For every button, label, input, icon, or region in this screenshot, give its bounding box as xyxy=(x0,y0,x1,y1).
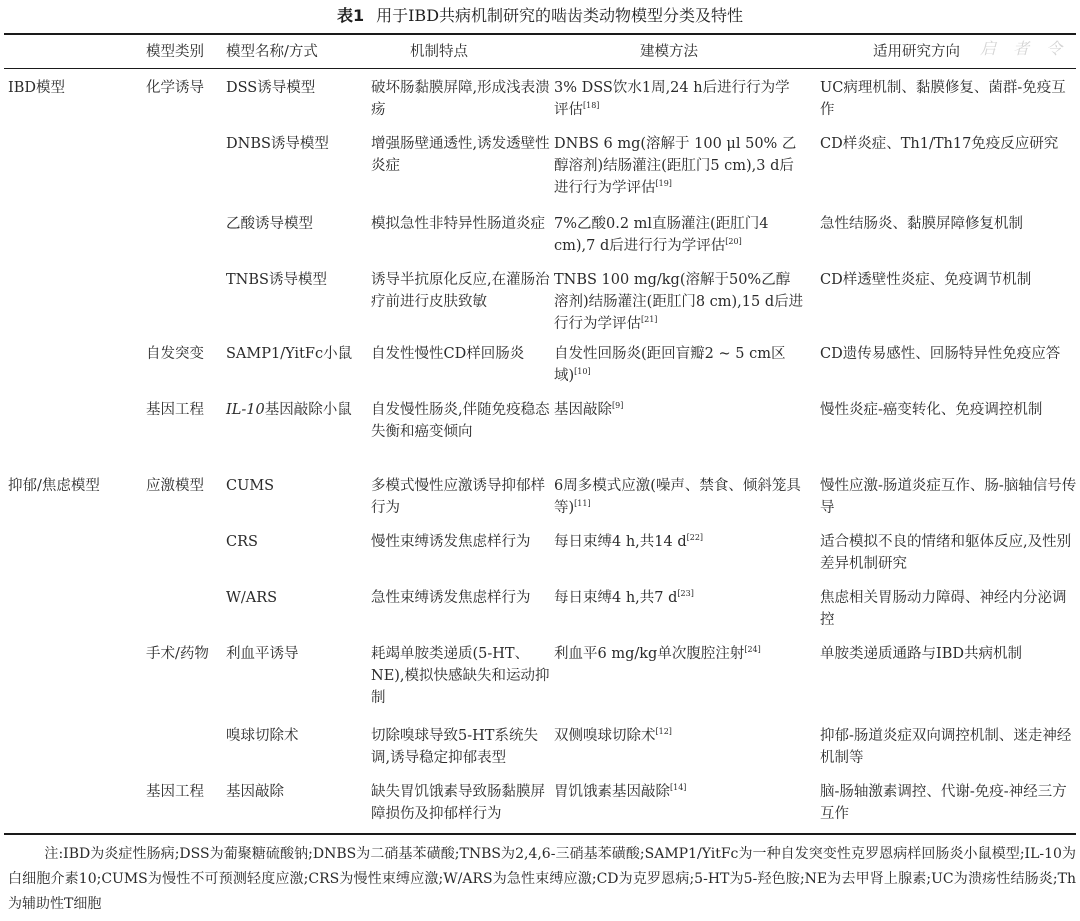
cell-category: 应激模型 xyxy=(146,478,204,494)
method-text: 双侧嗅球切除术 xyxy=(554,728,656,744)
header-category: 模型类别 xyxy=(146,44,204,60)
cell-group: IBD模型 xyxy=(8,80,66,96)
cell-category: 手术/药物 xyxy=(146,646,209,662)
header-model-name: 模型名称/方式 xyxy=(226,44,318,60)
cell-category: 基因工程 xyxy=(146,784,204,800)
method-text: TNBS 100 mg/kg(溶解于50%乙醇溶剂)结肠灌注(距肛门8 cm),15 d后进行行为学评估 xyxy=(554,272,804,332)
method-text: 自发性回肠炎(距回盲瓣2 ~ 5 cm区域) xyxy=(554,346,786,384)
model-name-text: 基因敲除 xyxy=(226,784,284,800)
cell-direction: 脑-肠轴激素调控、代谢-免疫-神经三方互作 xyxy=(820,784,1067,822)
header-rule xyxy=(4,68,1076,69)
header-mechanism: 机制特点 xyxy=(410,44,468,60)
model-name-text: 嗅球切除术 xyxy=(226,728,299,744)
cell-method xyxy=(554,781,804,803)
reference-citation[interactable]: [19] xyxy=(655,179,672,188)
model-name-text: 利血平诱导 xyxy=(226,646,299,662)
cell-group: 抑郁/焦虑模型 xyxy=(8,478,100,494)
cell-model-name xyxy=(226,781,284,803)
reference-citation[interactable]: [21] xyxy=(641,315,658,324)
cell-mechanism: 破坏肠黏膜屏障,形成浅表溃疡 xyxy=(371,80,550,118)
watermark: 启 者 令 xyxy=(980,39,1069,58)
cell-method xyxy=(554,133,804,199)
cell-direction: 单胺类递质通路与IBD共病机制 xyxy=(820,646,1023,662)
cell-mechanism: 急性束缚诱发焦虑样行为 xyxy=(371,590,531,606)
model-name-text: W/ARS xyxy=(226,590,278,606)
table-number: 表1 xyxy=(336,6,365,25)
cell-direction: CD遗传易感性、回肠特异性免疫应答 xyxy=(820,346,1061,362)
cell-model-name xyxy=(226,213,313,235)
reference-citation[interactable]: [22] xyxy=(686,533,704,542)
cell-mechanism: 耗竭单胺类递质(5-HT、NE),模拟快感缺失和运动抑制 xyxy=(371,646,550,706)
reference-citation[interactable]: [10] xyxy=(574,367,591,376)
cell-mechanism: 慢性束缚诱发焦虑样行为 xyxy=(371,534,531,550)
cell-mechanism: 切除嗅球导致5-HT系统失调,诱导稳定抑郁表型 xyxy=(371,728,538,766)
cell-mechanism: 自发慢性肠炎,伴随免疫稳态失衡和癌变倾向 xyxy=(371,402,550,440)
top-rule xyxy=(4,33,1076,35)
reference-citation[interactable]: [20] xyxy=(725,237,742,246)
method-text: 每日束缚4 h,共7 d xyxy=(554,590,678,606)
model-name-text: SAMP1/YitFc小鼠 xyxy=(226,346,353,362)
cell-method xyxy=(554,213,804,257)
cell-direction: UC病理机制、黏膜修复、菌群-免疫互作 xyxy=(820,80,1066,118)
cell-category: 自发突变 xyxy=(146,346,204,362)
method-text: 每日束缚4 h,共14 d xyxy=(554,534,687,550)
reference-citation[interactable]: [18] xyxy=(583,101,600,110)
cell-direction: 焦虑相关胃肠动力障碍、神经内分泌调控 xyxy=(820,590,1067,628)
method-text: 利血平6 mg/kg单次腹腔注射 xyxy=(554,646,745,662)
cell-direction: 急性结肠炎、黏膜屏障修复机制 xyxy=(820,216,1023,232)
cell-direction: CD样透壁性炎症、免疫调节机制 xyxy=(820,272,1032,288)
reference-citation[interactable]: [24] xyxy=(744,645,761,654)
cell-mechanism: 缺失胃饥饿素导致肠黏膜屏障损伤及抑郁样行为 xyxy=(371,784,545,822)
cell-model-name xyxy=(226,531,258,553)
reference-citation[interactable]: [12] xyxy=(655,727,672,736)
cell-model-name xyxy=(226,343,352,365)
gene-name: IL-10 xyxy=(226,402,265,418)
cell-model-name xyxy=(226,269,327,291)
model-name-text: 乙酸诱导模型 xyxy=(226,216,313,232)
table-note: 注:IBD为炎症性肠病;DSS为葡聚糖硫酸钠;DNBS为二硝基苯磺酸;TNBS为2,4,6-三硝基苯磺酸;SAMP1/YitFc为一种自发突变性克罗恩病样回肠炎小鼠模型;IL-10为白细胞介素10;CUMS为慢性不可预测轻度应激;CRS为慢性束缚应激;W/ARS为急性束缚应激;CD为克罗恩病;5-HT为5-羟色胺;NE为去甲肾上腺素;UC为溃疡性结肠炎;Th为辅助性T细胞 xyxy=(8,846,1076,912)
model-name-text: 基因敲除小鼠 xyxy=(264,402,352,418)
cell-direction: 慢性炎症-癌变转化、免疫调控机制 xyxy=(820,402,1043,418)
method-text: DNBS 6 mg(溶解于 100 μl 50% 乙醇溶剂)结肠灌注(距肛门5 cm),3 d后进行行为学评估 xyxy=(554,136,797,196)
cell-method xyxy=(554,399,804,421)
cell-model-name xyxy=(226,725,299,747)
method-text: 7%乙酸0.2 ml直肠灌注(距肛门4 cm),7 d后进行行为学评估 xyxy=(554,216,769,254)
cell-category: 化学诱导 xyxy=(146,80,204,96)
cell-method xyxy=(554,269,804,335)
cell-direction: 适合模拟不良的情绪和躯体反应,及性别差异机制研究 xyxy=(820,534,1072,572)
method-text: 3% DSS饮水1周,24 h后进行行为学评估 xyxy=(554,80,790,118)
cell-model-name xyxy=(226,399,352,421)
cell-direction: CD样炎症、Th1/Th17免疫反应研究 xyxy=(820,136,1059,152)
header-method: 建模方法 xyxy=(640,44,698,60)
cell-method xyxy=(554,531,804,553)
cell-method xyxy=(554,77,804,121)
reference-citation[interactable]: [23] xyxy=(677,589,694,598)
cell-category: 基因工程 xyxy=(146,402,204,418)
reference-citation[interactable]: [9] xyxy=(612,401,624,410)
method-text: 6周多模式应激(噪声、禁食、倾斜笼具等) xyxy=(554,478,801,516)
cell-method xyxy=(554,587,804,609)
cell-model-name xyxy=(226,587,277,609)
table-title xyxy=(0,4,1080,28)
cell-direction: 慢性应激-肠道炎症互作、肠-脑轴信号传导 xyxy=(820,478,1077,516)
header-direction: 适用研究方向 xyxy=(873,44,960,60)
cell-mechanism: 多模式慢性应激诱导抑郁样行为 xyxy=(371,478,545,516)
cell-model-name xyxy=(226,475,274,497)
table-title-text: 用于IBD共病机制研究的啮齿类动物模型分类及特性 xyxy=(376,6,744,25)
model-name-text: TNBS诱导模型 xyxy=(226,272,327,288)
model-name-text: DSS诱导模型 xyxy=(226,80,316,96)
cell-method xyxy=(554,643,804,665)
cell-model-name xyxy=(226,77,315,99)
method-text: 基因敲除 xyxy=(554,402,612,418)
model-name-text: DNBS诱导模型 xyxy=(226,136,329,152)
cell-mechanism: 诱导半抗原化反应,在灌肠治疗前进行皮肤致敏 xyxy=(371,272,550,310)
reference-citation[interactable]: [11] xyxy=(574,499,591,508)
cell-model-name xyxy=(226,133,329,155)
cell-model-name xyxy=(226,643,299,665)
reference-citation[interactable]: [14] xyxy=(670,783,687,792)
cell-direction: 抑郁-肠道炎症双向调控机制、迷走神经机制等 xyxy=(820,728,1072,766)
bottom-rule xyxy=(4,833,1076,835)
cell-mechanism: 增强肠壁通透性,诱发透壁性炎症 xyxy=(371,136,550,174)
cell-mechanism: 自发性慢性CD样回肠炎 xyxy=(371,346,525,362)
cell-method xyxy=(554,475,804,519)
cell-method xyxy=(554,343,804,387)
model-name-text: CRS xyxy=(226,534,258,550)
model-name-text: CUMS xyxy=(226,478,275,494)
cell-method xyxy=(554,725,804,747)
method-text: 胃饥饿素基因敲除 xyxy=(554,784,670,800)
cell-mechanism: 模拟急性非特异性肠道炎症 xyxy=(371,216,545,232)
